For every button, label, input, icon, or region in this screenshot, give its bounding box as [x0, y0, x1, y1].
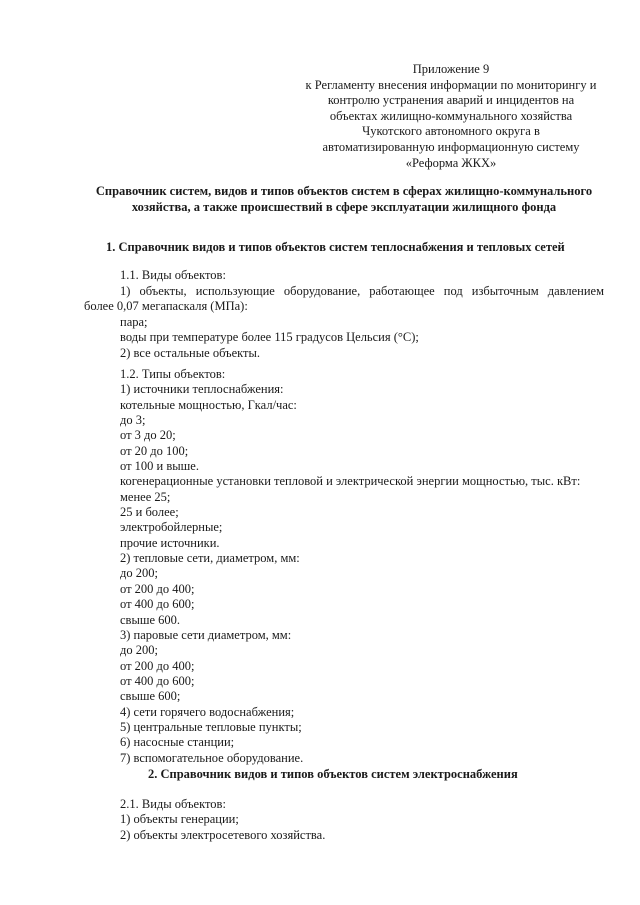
item-1-line-1: 1) объекты, использующие оборудование, работающее под избыточным давлением [120, 284, 604, 298]
list-item: пара; [120, 315, 148, 329]
title-line: хозяйства, а также происшествий в сфере эксплуатации жилищного фонда [131, 199, 557, 214]
list-item: 2.1. Виды объектов: [120, 797, 226, 811]
list-item: 1.2. Типы объектов: [120, 367, 226, 381]
list-item: от 200 до 400; [120, 658, 195, 673]
annex-line: автоматизированную информационную систему [322, 139, 580, 154]
document-title [84, 184, 604, 215]
list-item: 3) паровые сети диаметром, мм: [120, 627, 292, 642]
annex-line: «Реформа ЖКХ» [405, 155, 497, 170]
list-item: 2) тепловые сети, диаметром, мм: [120, 551, 300, 566]
list-item: 1) объекты генерации; [120, 812, 239, 827]
list-item: воды при температуре более 115 градусов Цельсия (°С); [120, 330, 419, 345]
list-item: когенерационные установки тепловой и электрической энергии мощностью, тыс. кВт: [120, 474, 581, 489]
annex-line: Приложение 9 [412, 62, 490, 76]
list-item: свыше 600. [120, 612, 181, 627]
list-item: прочие источники. [120, 535, 220, 550]
annex-line: объектах жилищно-коммунального хозяйства [329, 108, 573, 123]
annex-header [285, 62, 617, 171]
list-item: от 3 до 20; [120, 428, 176, 443]
list-item: котельные мощностью, Гкал/час: [120, 397, 297, 412]
list-item: 6) насосные станции; [120, 735, 235, 750]
item-1-continuation [84, 299, 569, 314]
list-item: 2) все остальные объекты. [120, 345, 261, 360]
item-1-line-2: более 0,07 мегапаскаля (МПа): [84, 299, 248, 313]
list-item: 25 и более; [120, 505, 179, 520]
subsection-title: 1.1. Виды объектов: [120, 268, 226, 282]
list-item: свыше 600; [120, 689, 181, 704]
list-item: от 200 до 400; [120, 581, 195, 596]
section-1-2-block [120, 367, 605, 766]
list-item: от 400 до 600; [120, 597, 195, 612]
list-item: менее 25; [120, 489, 171, 504]
list-item: до 200; [120, 566, 158, 581]
annex-line: к Регламенту внесения информации по мониторингу и [305, 77, 597, 92]
list-item: от 400 до 600; [120, 673, 195, 688]
title-line: Справочник систем, видов и типов объектов систем в сферах жилищно-коммунального [95, 184, 593, 198]
section-2-1-block [120, 797, 605, 843]
section-2-heading: 2. Справочник видов и типов объектов систем электроснабжения [148, 767, 518, 781]
list-item: до 3; [120, 413, 146, 428]
annex-line: контролю устранения аварий и инцидентов на [327, 93, 575, 108]
annex-line: Чукотского автономного округа в [362, 124, 540, 139]
section-1-heading: 1. Справочник видов и типов объектов систем теплоснабжения и тепловых сетей [106, 240, 565, 254]
list-item: 5) центральные тепловые пункты; [120, 719, 302, 734]
item-1-sublist [120, 315, 605, 361]
list-item: 1) источники теплоснабжения: [120, 382, 284, 397]
section-1-1-block [120, 268, 605, 283]
item-1-paragraph [120, 284, 604, 299]
list-item: 7) вспомогательное оборудование. [120, 750, 304, 765]
list-item: от 20 до 100; [120, 443, 189, 458]
list-item: 4) сети горячего водоснабжения; [120, 704, 295, 719]
list-item: от 100 и выше. [120, 459, 199, 474]
list-item: до 200; [120, 643, 158, 658]
list-item: электробойлерные; [120, 520, 223, 535]
list-item: 2) объекты электросетевого хозяйства. [120, 827, 326, 842]
